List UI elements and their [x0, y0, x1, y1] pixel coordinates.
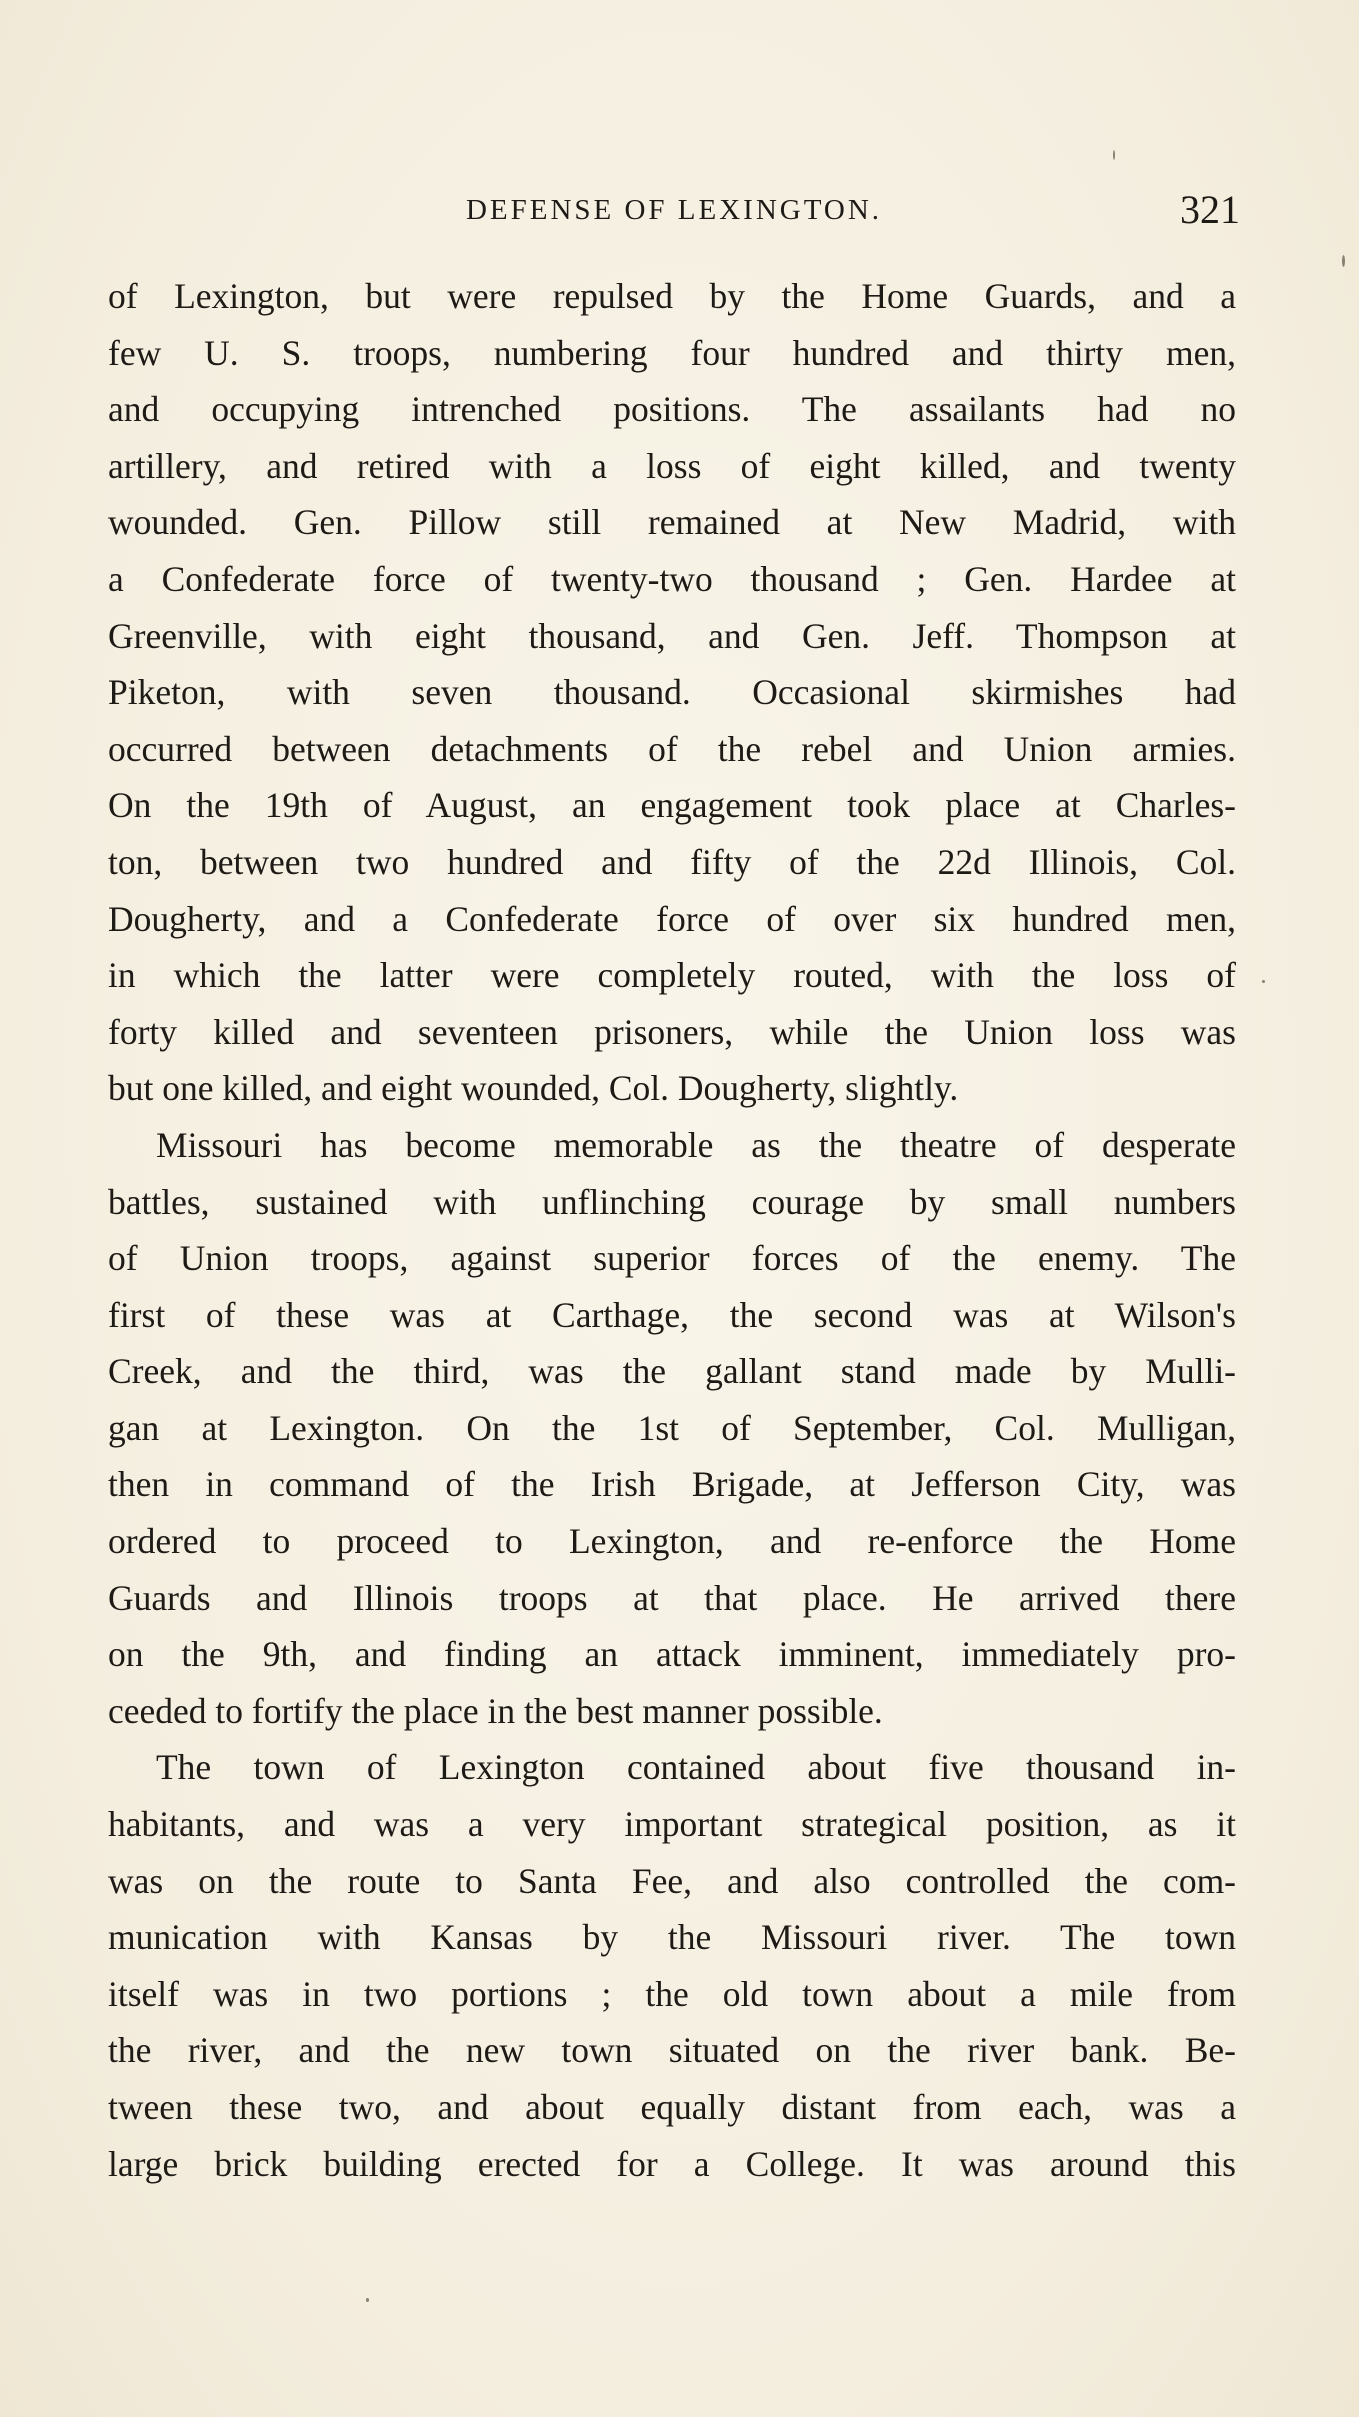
text-line: ceeded to fortify the place in the best manner possible.	[108, 1690, 883, 1731]
text-line: was on the route to Santa Fee, and also controlled the com-	[108, 1860, 1236, 1901]
text-line: forty killed and seventeen prisoners, while the Union loss was	[108, 1011, 1236, 1052]
text-line: ordered to proceed to Lexington, and re-enforce the Home	[108, 1521, 1236, 1562]
text-line: the river, and the new town situated on the river bank. Be-	[108, 2030, 1236, 2071]
text-line: of Lexington, but were repulsed by the Home Guards, and a	[108, 276, 1236, 316]
paragraph	[108, 1739, 1236, 2192]
text-line: Piketon, with seven thousand. Occasional skirmishes had	[108, 672, 1236, 713]
text-line: The town of Lexington contained about five thousand in-	[156, 1747, 1236, 1788]
text-line: but one killed, and eight wounded, Col. Dougherty, slightly.	[108, 1068, 959, 1109]
text-line: then in command of the Irish Brigade, at Jefferson City, was	[108, 1464, 1236, 1505]
text-line: battles, sustained with unflinching courage by small numbers	[108, 1181, 1236, 1222]
text-line: first of these was at Carthage, the second was at Wilson's	[108, 1294, 1236, 1335]
text-line: gan at Lexington. On the 1st of September, Col. Mulligan,	[108, 1407, 1236, 1448]
paragraph	[108, 268, 1236, 1117]
body-text	[108, 268, 1236, 2192]
running-title: DEFENSE OF LEXINGTON.	[465, 194, 883, 226]
text-line: Greenville, with eight thousand, and Gen. Jeff. Thompson at	[108, 615, 1236, 656]
paper-speck	[1262, 980, 1265, 983]
text-line: and occupying intrenched positions. The assailants had no	[108, 389, 1236, 430]
page-number: 321	[1180, 187, 1240, 232]
text-line: munication with Kansas by the Missouri river. The town	[108, 1917, 1236, 1958]
text-line: itself was in two portions ; the old town about a mile from	[108, 1973, 1236, 2014]
text-line: of Union troops, against superior forces of the enemy. The	[108, 1238, 1236, 1279]
text-line: artillery, and retired with a loss of eight killed, and twenty	[108, 445, 1236, 486]
text-line: habitants, and was a very important strategical position, as it	[108, 1804, 1236, 1845]
text-line: Dougherty, and a Confederate force of over six hundred men,	[108, 898, 1236, 939]
paper-speck	[1342, 255, 1345, 267]
paragraph	[108, 1117, 1236, 1740]
paper-speck	[1113, 150, 1115, 160]
text-line: Guards and Illinois troops at that place. He arrived there	[108, 1577, 1236, 1618]
running-head	[108, 187, 1240, 240]
text-line: in which the latter were completely routed, with the loss of	[108, 955, 1236, 996]
text-line: occurred between detachments of the rebel and Union armies.	[108, 728, 1236, 769]
text-line: wounded. Gen. Pillow still remained at New Madrid, with	[108, 502, 1236, 543]
paper-speck	[366, 2298, 369, 2302]
text-line: a Confederate force of twenty-two thousand ; Gen. Hardee at	[108, 558, 1236, 599]
text-line: On the 19th of August, an engagement took place at Charles-	[108, 785, 1236, 826]
text-line: large brick building erected for a College. It was around this	[108, 2143, 1236, 2184]
text-line: ton, between two hundred and fifty of the 22d Illinois, Col.	[108, 841, 1236, 882]
text-line: tween these two, and about equally distant from each, was a	[108, 2087, 1236, 2127]
text-line: few U. S. troops, numbering four hundred and thirty men,	[108, 332, 1236, 373]
text-line: Creek, and the third, was the gallant stand made by Mulli-	[108, 1351, 1236, 1392]
text-line: on the 9th, and finding an attack imminent, immediately pro-	[108, 1634, 1236, 1675]
text-line: Missouri has become memorable as the theatre of desperate	[156, 1124, 1236, 1165]
